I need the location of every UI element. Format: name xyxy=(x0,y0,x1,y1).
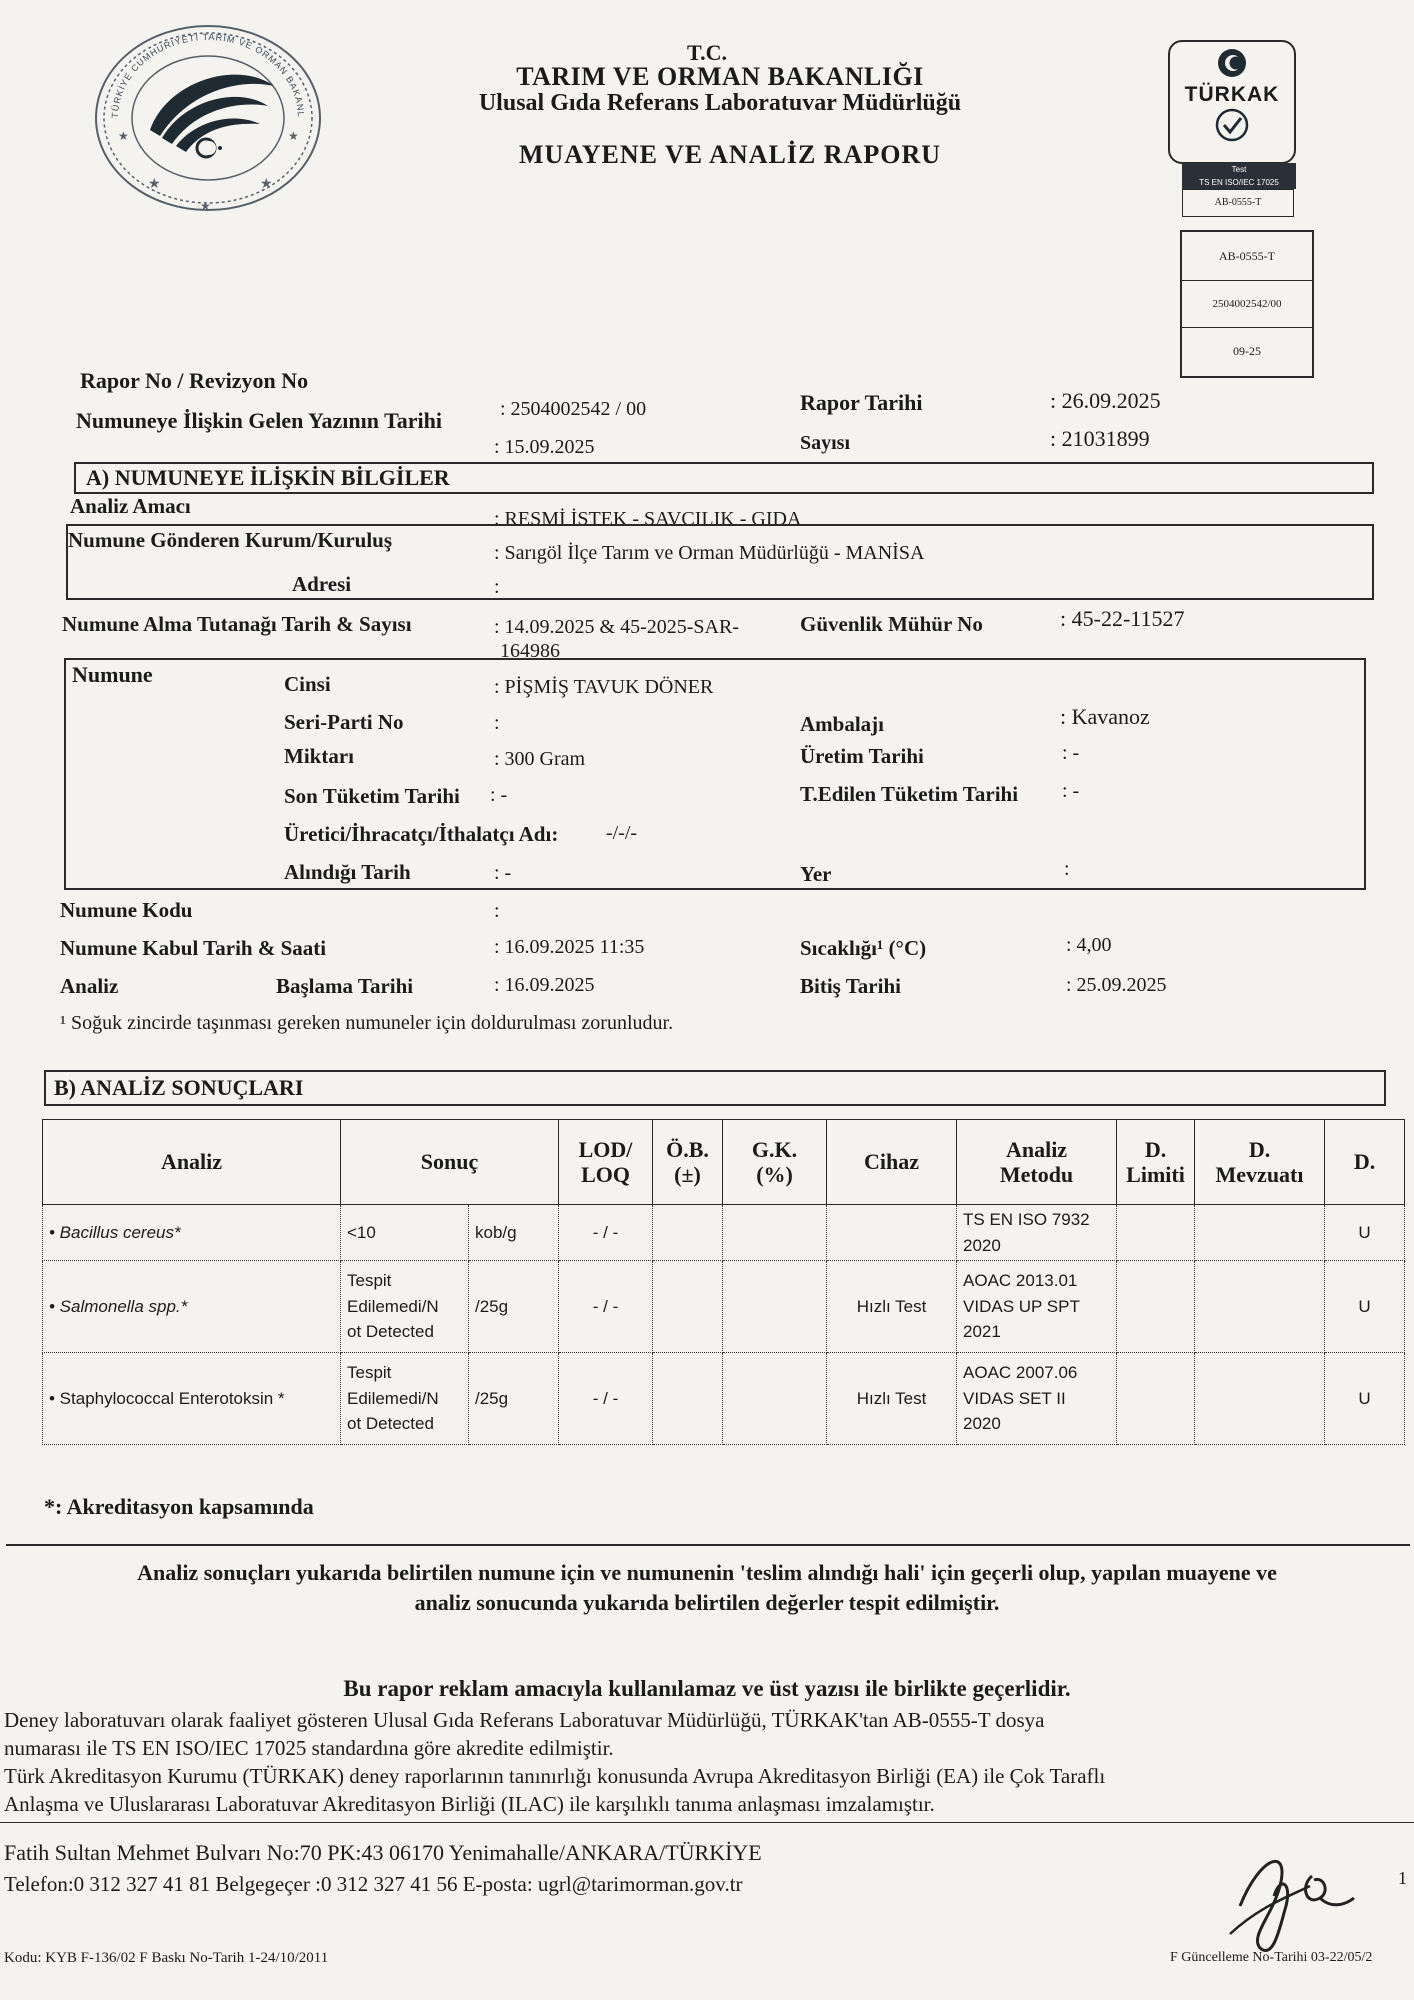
table-row xyxy=(43,1261,1405,1353)
temp-value: : 4,00 xyxy=(1066,934,1112,956)
col-d-mevzuat: D. Mevzuatı xyxy=(1195,1120,1325,1205)
analyte-name: • Staphylococcal Enterotoksin * xyxy=(43,1353,341,1445)
purpose-value: : RESMİ İSTEK - SAVCILIK - GIDA xyxy=(494,508,802,530)
accept-label: Numune Kabul Tarih & Saati xyxy=(60,936,327,960)
seal-no-value: : 45-22-11527 xyxy=(1060,606,1185,631)
gk-value xyxy=(723,1353,827,1445)
section-b-title: B) ANALİZ SONUÇLARI xyxy=(54,1075,304,1100)
seal-no-label: Güvenlik Mühür No xyxy=(800,612,983,636)
accreditation-note: *: Akreditasyon kapsamında xyxy=(44,1494,314,1519)
prod-date-label: Üretim Tarihi xyxy=(800,744,924,768)
purpose-label: Analiz Amacı xyxy=(70,494,191,518)
accreditation-text-2: numarası ile TS EN ISO/IEC 17025 standardına göre akredite edilmiştir. xyxy=(4,1736,614,1760)
amount-value: : 300 Gram xyxy=(494,748,586,770)
amount-label: Miktarı xyxy=(284,744,354,768)
analyte-name: • Salmonella spp.* xyxy=(43,1261,341,1353)
usage-warning: Bu rapor reklam amacıyla kullanılamaz ve üst yazısı ile birlikte geçerlidir. xyxy=(343,1676,1071,1701)
analysis-label: Analiz xyxy=(60,974,119,998)
result-unit: /25g xyxy=(469,1353,559,1445)
accreditation-text-3: Türk Akreditasyon Kurumu (TÜRKAK) deney raporlarının tanınırlığı konusunda Avrupa Akreditasyon Birliği (EA) ile Çok Taraflı xyxy=(4,1764,1106,1788)
cold-chain-footnote: ¹ Soğuk zincirde taşınması gereken numuneler için doldurulması zorunludur. xyxy=(60,1012,674,1034)
divider xyxy=(6,1544,1410,1546)
report-no-label: Rapor No / Revizyon No xyxy=(80,368,309,393)
svg-text:★: ★ xyxy=(148,177,161,192)
taken-date-label: Alındığı Tarih xyxy=(284,860,411,884)
header-ministry: TARIM VE ORMAN BAKANLIĞI xyxy=(516,62,924,91)
report-date-value: : 26.09.2025 xyxy=(1050,388,1161,413)
ob-value xyxy=(653,1353,723,1445)
device-value: Hızlı Test xyxy=(827,1261,957,1353)
statement-line2: analiz sonucunda yukarıda belirtilen değerler tespit edilmiştir. xyxy=(414,1590,1000,1615)
sample-code-label: Numune Kodu xyxy=(60,898,193,922)
stamp-date: 09-25 xyxy=(1233,344,1261,358)
svg-text:★: ★ xyxy=(118,129,129,143)
rec-expiry-value: : - xyxy=(1062,780,1080,802)
result-unit: kob/g xyxy=(469,1205,559,1261)
stamp-report-no: 2504002542/00 xyxy=(1182,281,1312,328)
d-mevzuat-value xyxy=(1195,1261,1325,1353)
form-code: Kodu: KYB F-136/02 F Baskı No-Tarih 1-24/10/2011 xyxy=(4,1950,329,1966)
method-value: AOAC 2013.01 VIDAS UP SPT 2021 xyxy=(957,1261,1117,1353)
rec-expiry-label: T.Edilen Tüketim Tarihi xyxy=(800,782,1019,806)
ob-value xyxy=(653,1205,723,1261)
sender-value: : Sarıgöl İlçe Tarım ve Orman Müdürlüğü - MANİSA xyxy=(494,542,925,564)
statement-line1: Analiz sonuçları yukarıda belirtilen numune için ve numunenin 'teslim alındığı hali' için geçerli olup, yapılan muayene ve xyxy=(137,1560,1277,1585)
minutes-line1: : 14.09.2025 & 45-2025-SAR- xyxy=(494,616,739,638)
lod-value: - / - xyxy=(559,1205,653,1261)
document-title: MUAYENE VE ANALİZ RAPORU xyxy=(519,140,941,169)
header-tc: T.C. xyxy=(687,40,727,65)
temp-label: Sıcaklığı¹ (°C) xyxy=(800,936,927,960)
lot-value: : xyxy=(494,712,500,734)
crescent-icon xyxy=(1217,48,1247,78)
footer-address: Fatih Sultan Mehmet Bulvarı No:70 PK:43 06170 Yenimahalle/ANKARA/TÜRKİYE xyxy=(4,1840,762,1865)
method-value: TS EN ISO 7932 2020 xyxy=(957,1205,1117,1261)
signature xyxy=(1220,1836,1370,1966)
result-value: Tespit Edilemedi/N ot Detected xyxy=(341,1353,469,1445)
col-metod: Analiz Metodu xyxy=(957,1120,1117,1205)
sender-label: Numune Gönderen Kurum/Kuruluş xyxy=(68,528,393,552)
turkak-brand: TÜRKAK xyxy=(1184,83,1280,106)
section-b-header xyxy=(44,1070,1386,1106)
method-value: AOAC 2007.06 VIDAS SET II 2020 xyxy=(957,1353,1117,1445)
taken-date-value: : - xyxy=(494,862,512,884)
accreditation-text-1: Deney laboratuvarı olarak faaliyet gösteren Ulusal Gıda Referans Laboratuvar Müdürlüğü, TÜRKAK'tan AB-0555-T dosya xyxy=(4,1708,1045,1732)
result-value: Tespit Edilemedi/N ot Detected xyxy=(341,1261,469,1353)
results-table xyxy=(42,1119,1405,1445)
turkak-logo xyxy=(1168,40,1296,164)
sample-box xyxy=(64,658,1366,890)
col-d: D. xyxy=(1325,1120,1405,1205)
gk-value xyxy=(723,1205,827,1261)
col-lod: LOD/ LOQ xyxy=(559,1120,653,1205)
type-label: Cinsi xyxy=(284,672,331,696)
minutes-line2: 164986 xyxy=(500,640,560,662)
d-value: U xyxy=(1325,1353,1405,1445)
letter-date-label: Numuneye İlişkin Gelen Yazının Tarihi xyxy=(76,408,442,433)
report-no-value: : 2504002542 / 00 xyxy=(500,398,647,420)
device-value xyxy=(827,1205,957,1261)
stamp-code: AB-0555-T xyxy=(1182,232,1312,281)
d-mevzuat-value xyxy=(1195,1353,1325,1445)
accreditation-stamp-box xyxy=(1180,230,1314,378)
report-date-label: Rapor Tarihi xyxy=(800,390,923,415)
svg-text:★: ★ xyxy=(260,177,273,192)
package-label: Ambalajı xyxy=(800,712,884,736)
start-label: Başlama Tarihi xyxy=(276,974,414,998)
result-value: <10 xyxy=(341,1205,469,1261)
expiry-value: : - xyxy=(490,784,508,806)
end-label: Bitiş Tarihi xyxy=(800,974,901,998)
address-label: Adresi xyxy=(292,572,352,596)
letter-date-value: : 15.09.2025 xyxy=(494,436,595,458)
device-value: Hızlı Test xyxy=(827,1353,957,1445)
section-a-title: A) NUMUNEYE İLİŞKİN BİLGİLER xyxy=(86,465,450,490)
accept-value: : 16.09.2025 11:35 xyxy=(494,936,645,958)
lot-label: Seri-Parti No xyxy=(284,710,404,734)
sample-label: Numune xyxy=(72,662,153,687)
lod-value: - / - xyxy=(559,1353,653,1445)
number-value: : 21031899 xyxy=(1050,426,1150,451)
package-value: : Kavanoz xyxy=(1060,704,1150,729)
type-value: : PİŞMİŞ TAVUK DÖNER xyxy=(494,676,714,698)
accreditation-text-4: Anlaşma ve Uluslararası Laboratuvar Akreditasyon Birliği (ILAC) ile karşılıklı tanıma anlaşması imzalamıştır. xyxy=(4,1792,935,1816)
header-lab: Ulusal Gıda Referans Laboratuvar Müdürlüğü xyxy=(478,90,962,116)
standard-label: TS EN ISO/IEC 17025 xyxy=(1199,178,1279,187)
place-value: : xyxy=(1064,858,1070,880)
table-row xyxy=(43,1353,1405,1445)
col-ob: Ö.B. (±) xyxy=(653,1120,723,1205)
col-gk: G.K. (%) xyxy=(723,1120,827,1205)
results-header-row xyxy=(43,1120,1405,1205)
prod-date-value: : - xyxy=(1062,742,1080,764)
page-number: 1 xyxy=(1398,1868,1407,1888)
number-label: Sayısı xyxy=(800,432,851,454)
test-label: Test xyxy=(1231,165,1247,174)
d-value: U xyxy=(1325,1205,1405,1261)
d-value: U xyxy=(1325,1261,1405,1353)
col-sonuc: Sonuç xyxy=(341,1120,559,1205)
col-cihaz: Cihaz xyxy=(827,1120,957,1205)
table-row xyxy=(43,1205,1405,1261)
sample-code-value: : xyxy=(494,900,500,922)
checkmark-icon xyxy=(1212,107,1252,143)
gk-value xyxy=(723,1261,827,1353)
producer-value: -/-/- xyxy=(606,822,638,844)
section-a-header xyxy=(74,462,1374,494)
analyte-name: • Bacillus cereus* xyxy=(43,1205,341,1261)
footer-divider xyxy=(0,1822,1414,1823)
expiry-label: Son Tüketim Tarihi xyxy=(284,784,460,808)
place-label: Yer xyxy=(800,862,832,886)
d-mevzuat-value xyxy=(1195,1205,1325,1261)
d-limit-value xyxy=(1117,1353,1195,1445)
ob-value xyxy=(653,1261,723,1353)
form-revision: F Güncelleme No-Tarihi 03-22/05/2 xyxy=(1170,1950,1373,1965)
turkak-code-small: AB-0555-T xyxy=(1182,189,1294,217)
start-value: : 16.09.2025 xyxy=(494,974,595,996)
address-value: : xyxy=(494,576,500,598)
footer-contact: Telefon:0 312 327 41 81 Belgegeçer :0 312 327 41 56 E-posta: ugrl@tarimorman.gov.tr xyxy=(4,1872,743,1896)
d-limit-value xyxy=(1117,1261,1195,1353)
minutes-label: Numune Alma Tutanağı Tarih & Sayısı xyxy=(62,612,412,636)
col-d-limit: D. Limiti xyxy=(1117,1120,1195,1205)
d-limit-value xyxy=(1117,1205,1195,1261)
result-unit: /25g xyxy=(469,1261,559,1353)
col-analiz: Analiz xyxy=(43,1120,341,1205)
svg-text:TÜRKİYE CUMHURİYETİ TARIM VE O: TÜRKİYE CUMHURİYETİ TARIM VE ORMAN BAKANL xyxy=(109,31,307,119)
lod-value: - / - xyxy=(559,1261,653,1353)
producer-label: Üretici/İhracatçı/İthalatçı Adı: xyxy=(284,822,559,846)
end-value: : 25.09.2025 xyxy=(1066,974,1167,996)
turkak-test-band xyxy=(1182,163,1296,189)
svg-text:★: ★ xyxy=(288,129,299,143)
svg-text:★: ★ xyxy=(200,199,211,213)
